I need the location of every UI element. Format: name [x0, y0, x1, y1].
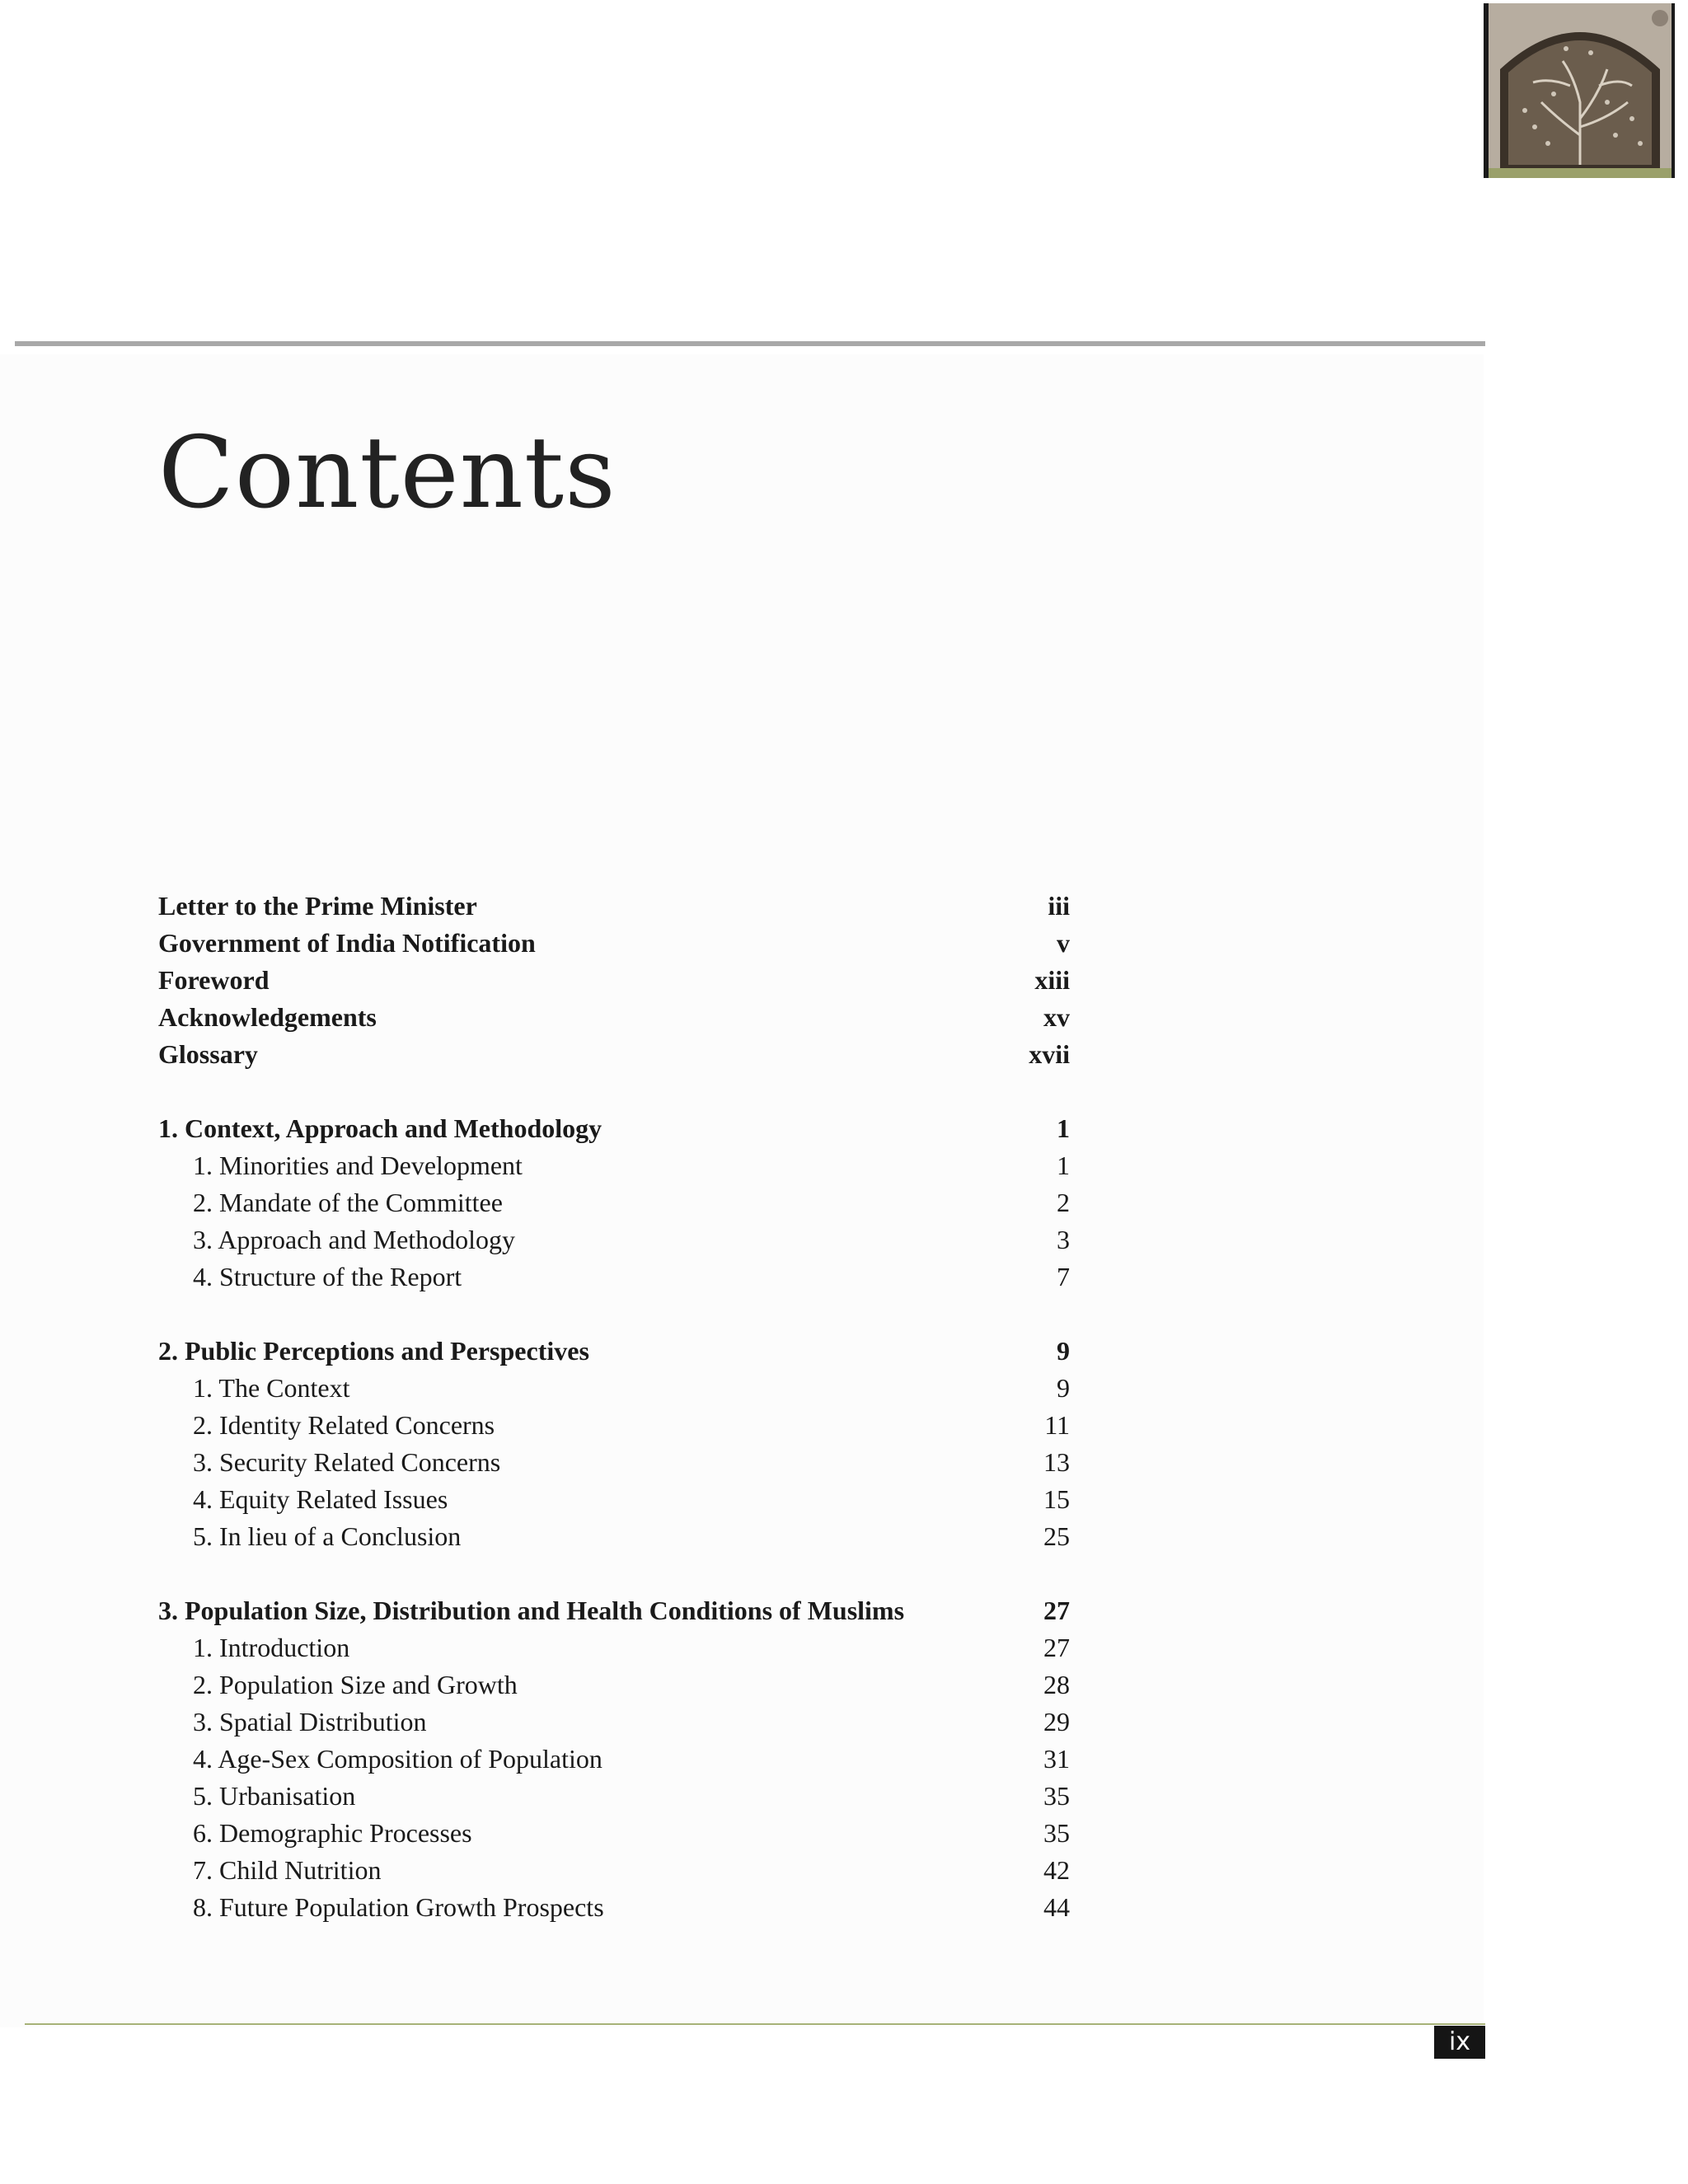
- toc-entry-label: Letter to the Prime Minister: [158, 891, 477, 921]
- toc-spacer: [158, 1555, 1070, 1592]
- toc-section-entry[interactable]: [158, 1407, 1070, 1444]
- toc-section-label: 2. Mandate of the Committee: [193, 1188, 503, 1217]
- toc-entry-page: xiii: [1034, 965, 1070, 995]
- toc-section-label: 1. Minorities and Development: [193, 1151, 523, 1180]
- toc-section-page: 11: [1044, 1410, 1070, 1440]
- toc-entry-page: v: [1057, 928, 1070, 958]
- toc-section-page: 15: [1043, 1484, 1070, 1514]
- toc-section-entry[interactable]: [158, 1481, 1070, 1518]
- toc-chapter-page: 27: [1043, 1596, 1070, 1625]
- toc-section-page: 44: [1043, 1892, 1070, 1922]
- toc-entry-page: iii: [1048, 891, 1070, 921]
- toc-section-entry[interactable]: [158, 1147, 1070, 1184]
- toc-section-label: 2. Identity Related Concerns: [193, 1410, 495, 1440]
- decorative-lattice-window-image: [1484, 3, 1675, 178]
- toc-section-label: 1. Introduction: [193, 1633, 350, 1662]
- toc-section-label: 6. Demographic Processes: [193, 1818, 472, 1848]
- toc-entry-page: xvii: [1029, 1039, 1070, 1069]
- toc-section-page: 3: [1057, 1225, 1070, 1254]
- toc-chapter-label: 1. Context, Approach and Methodology: [158, 1113, 603, 1143]
- toc-chapter-entry[interactable]: [158, 1110, 1070, 1147]
- toc-section-page: 35: [1043, 1818, 1070, 1848]
- toc-spacer: [158, 1296, 1070, 1333]
- toc-section-entry[interactable]: [158, 1518, 1070, 1555]
- toc-section-entry[interactable]: [158, 1258, 1070, 1296]
- toc-section-page: 1: [1057, 1151, 1070, 1180]
- toc-entry-label: Government of India Notification: [158, 928, 536, 958]
- toc-section-entry[interactable]: [158, 1815, 1070, 1852]
- toc-section-page: 35: [1043, 1781, 1070, 1811]
- toc-section-page: 2: [1057, 1188, 1070, 1217]
- toc-entry[interactable]: [158, 999, 1070, 1036]
- toc-section-label: 3. Approach and Methodology: [193, 1225, 516, 1254]
- toc-entry-label: Acknowledgements: [158, 1002, 377, 1032]
- toc-section-label: 7. Child Nutrition: [193, 1855, 382, 1885]
- toc-section-entry[interactable]: [158, 1221, 1070, 1258]
- toc-section-page: 25: [1043, 1521, 1070, 1551]
- toc-section-label: 5. In lieu of a Conclusion: [193, 1521, 462, 1551]
- toc-section-label: 4. Age-Sex Composition of Population: [193, 1744, 603, 1774]
- toc-entry[interactable]: [158, 925, 1070, 962]
- toc-section-label: 4. Equity Related Issues: [193, 1484, 448, 1514]
- toc-chapter-label: 3. Population Size, Distribution and Health Conditions of Muslims: [158, 1596, 905, 1625]
- toc-entry-page: xv: [1043, 1002, 1070, 1032]
- toc-section-page: 27: [1043, 1633, 1070, 1662]
- toc-section-entry[interactable]: [158, 1184, 1070, 1221]
- toc-section-entry[interactable]: [158, 1889, 1070, 1926]
- toc-section-page: 28: [1043, 1670, 1070, 1699]
- toc-section-entry[interactable]: [158, 1666, 1070, 1704]
- toc-chapter-entry[interactable]: [158, 1333, 1070, 1370]
- toc-section-entry[interactable]: [158, 1629, 1070, 1666]
- toc-chapter-label: 2. Public Perceptions and Perspectives: [158, 1336, 589, 1366]
- toc-section-entry[interactable]: [158, 1741, 1070, 1778]
- toc-section-label: 4. Structure of the Report: [193, 1262, 462, 1291]
- bottom-divider-rule: [25, 2023, 1485, 2025]
- toc-section-entry[interactable]: [158, 1778, 1070, 1815]
- top-divider-rule: [15, 341, 1485, 346]
- toc-entry-label: Glossary: [158, 1039, 258, 1069]
- page-title: Contents: [158, 416, 617, 531]
- toc-section-page: 9: [1057, 1373, 1070, 1403]
- toc-section-label: 1. The Context: [193, 1373, 350, 1403]
- toc-entry[interactable]: [158, 962, 1070, 999]
- page-number-badge: ix: [1434, 2026, 1485, 2059]
- toc-entry[interactable]: [158, 1036, 1070, 1073]
- toc-section-entry[interactable]: [158, 1444, 1070, 1481]
- toc-chapter-page: 1: [1057, 1113, 1070, 1143]
- toc-section-label: 2. Population Size and Growth: [193, 1670, 518, 1699]
- table-of-contents: [158, 888, 1070, 1926]
- toc-section-page: 31: [1043, 1744, 1070, 1774]
- toc-section-page: 29: [1043, 1707, 1070, 1736]
- toc-section-label: 8. Future Population Growth Prospects: [193, 1892, 604, 1922]
- toc-section-page: 7: [1057, 1262, 1070, 1291]
- toc-spacer: [158, 1073, 1070, 1110]
- toc-entry-label: Foreword: [158, 965, 270, 995]
- toc-section-entry[interactable]: [158, 1704, 1070, 1741]
- toc-section-label: 3. Spatial Distribution: [193, 1707, 427, 1736]
- toc-section-label: 3. Security Related Concerns: [193, 1447, 501, 1477]
- toc-section-page: 13: [1043, 1447, 1070, 1477]
- toc-chapter-entry[interactable]: [158, 1592, 1070, 1629]
- toc-section-entry[interactable]: [158, 1852, 1070, 1889]
- toc-section-page: 42: [1043, 1855, 1070, 1885]
- toc-section-label: 5. Urbanisation: [193, 1781, 356, 1811]
- toc-section-entry[interactable]: [158, 1370, 1070, 1407]
- toc-chapter-page: 9: [1057, 1336, 1070, 1366]
- toc-entry[interactable]: [158, 888, 1070, 925]
